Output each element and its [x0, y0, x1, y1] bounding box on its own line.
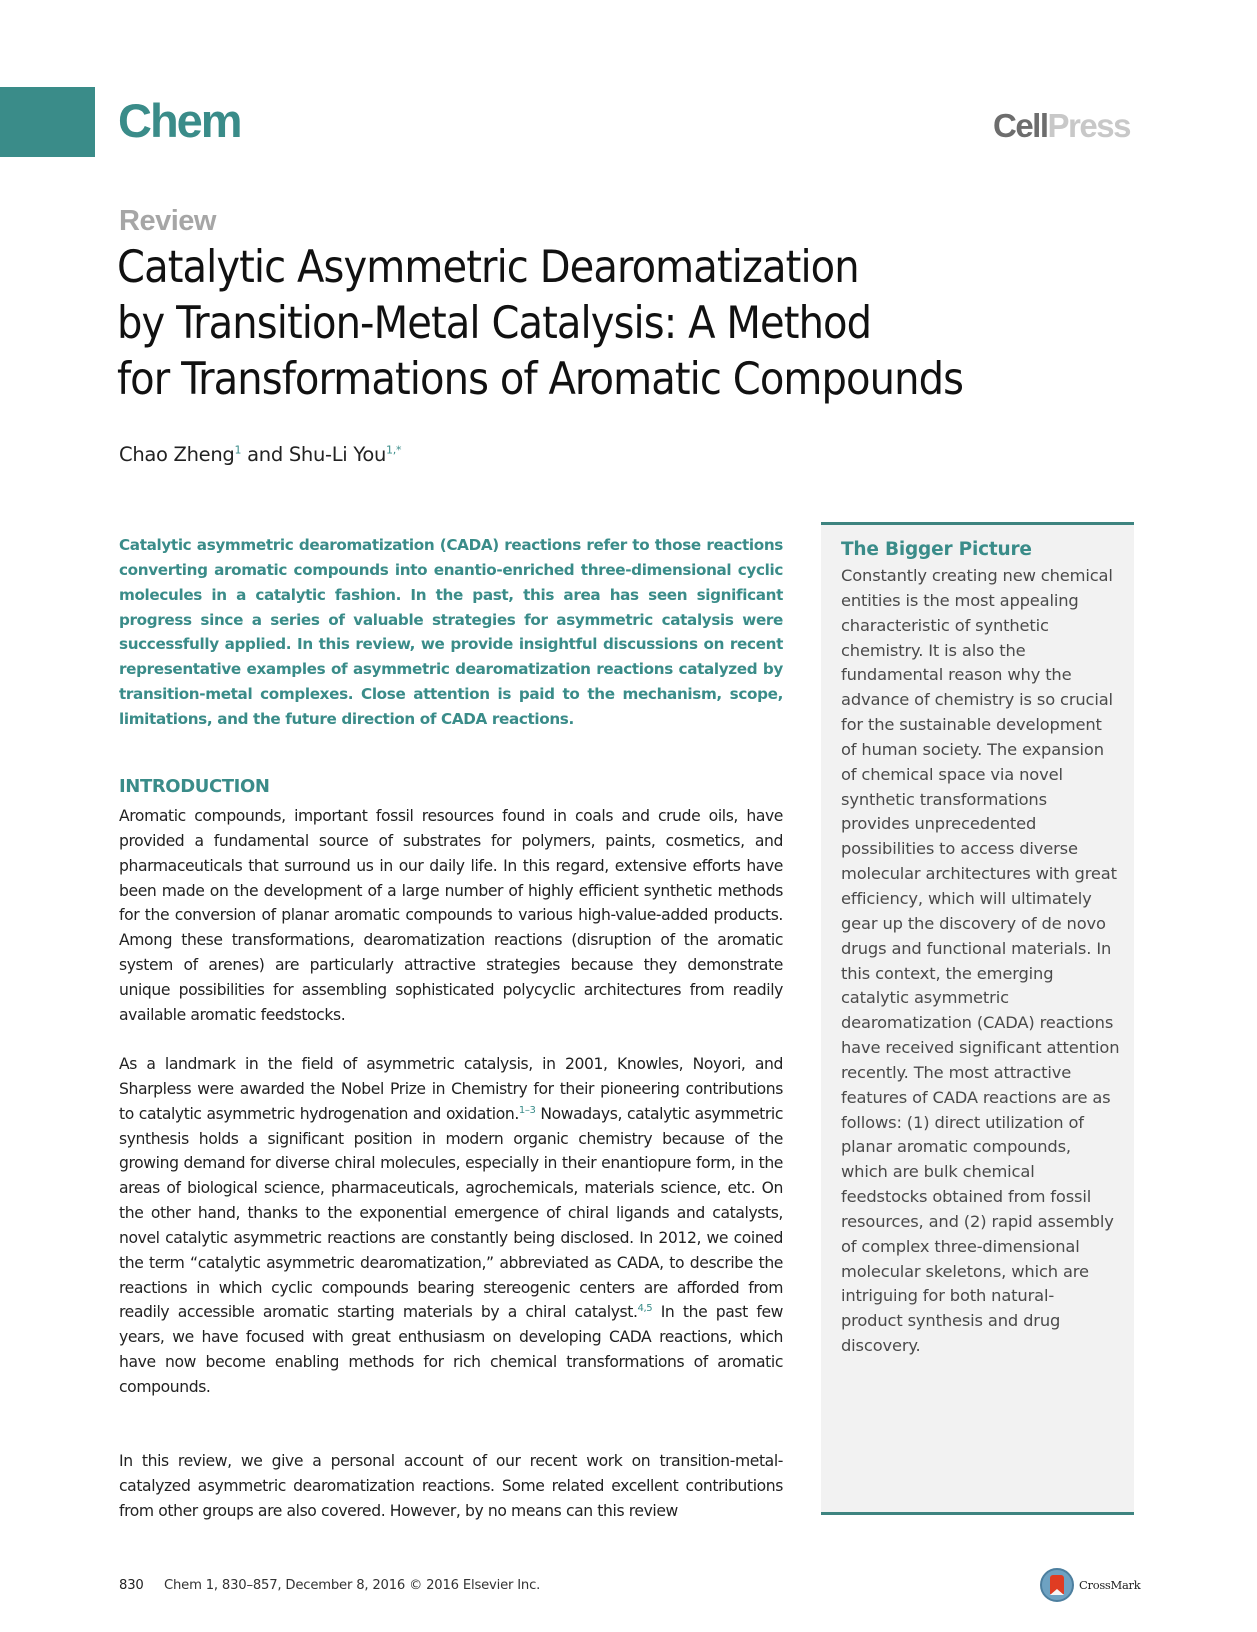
sidebar-line: have received significant attention	[841, 1038, 1120, 1058]
author-name[interactable]: Shu-Li You	[288, 443, 387, 466]
body-paragraph	[119, 1052, 783, 1400]
page-number: 830	[119, 1578, 144, 1593]
title-line: for Transformations of Aromatic Compounds	[117, 354, 964, 405]
sidebar-line: efficiency, which will ultimately	[841, 888, 1092, 908]
crossmark-badge[interactable]	[1040, 1568, 1140, 1602]
sidebar-line: dearomatization (CADA) reactions	[841, 1013, 1114, 1033]
sidebar-line: discovery.	[841, 1336, 921, 1356]
sidebar-line: chemistry. It is also the	[841, 640, 1026, 660]
sidebar-body	[841, 564, 1131, 1359]
affiliation-marker[interactable]: 1,*	[386, 443, 402, 457]
sidebar-line: planar aromatic compounds,	[841, 1137, 1071, 1157]
sidebar-line: drugs and functional materials. In	[841, 938, 1112, 958]
article-type-label: Review	[119, 205, 216, 237]
sidebar-line: gear up the discovery of de novo	[841, 913, 1106, 933]
crossmark-label[interactable]: CrossMark	[1079, 1578, 1141, 1592]
sidebar-line: characteristic of synthetic	[841, 615, 1049, 635]
page-footer	[119, 1576, 540, 1596]
author-joiner: and	[241, 443, 289, 466]
sidebar-line: which are bulk chemical	[841, 1162, 1035, 1182]
author-name[interactable]: Chao Zheng	[119, 443, 235, 466]
crossmark-icon[interactable]	[1040, 1568, 1074, 1602]
sidebar-title: The Bigger Picture	[841, 539, 1032, 560]
publisher-logo	[993, 106, 1130, 146]
paragraph-text: As a landmark in the field of asymmetric catalysis, in 2001, Knowles, Noyori, and Sharpless were awarded the Nobel Prize in Chemistry for their pioneering contributions to catalytic asymmetric hydrogenation and oxidation.	[119, 1055, 783, 1123]
reference-link[interactable]: 1–3	[518, 1104, 536, 1116]
title-line: by Transition-Metal Catalysis: A Method	[117, 298, 872, 349]
sidebar-line: feedstocks obtained from fossil	[841, 1187, 1092, 1207]
sidebar-line: product synthesis and drug	[841, 1311, 1061, 1331]
sidebar-line: this context, the emerging	[841, 963, 1054, 983]
sidebar-line: Constantly creating new chemical	[841, 566, 1113, 585]
sidebar-line: follows: (1) direct utilization of	[841, 1112, 1084, 1132]
sidebar-line: features of CADA reactions are as	[841, 1087, 1111, 1107]
sidebar-line: molecular skeletons, which are	[841, 1261, 1089, 1281]
bigger-picture-sidebar	[821, 522, 1134, 1515]
sidebar-line: advance of chemistry is so crucial	[841, 690, 1113, 710]
affiliation-marker[interactable]: 1	[234, 443, 242, 457]
sidebar-line: catalytic asymmetric	[841, 988, 1009, 1008]
abstract: Catalytic asymmetric dearomatization (CADA) reactions refer to those reactions converting aromatic compounds into enantio-enriched three-dimensional cyclic molecules in a catalytic fashion. In the past, this area has seen significant progress since a series of valuable strategies for asymmetric catalysis were successfully applied. In this review, we provide insightful discussions on recent representative examples of asymmetric dearomatization reactions catalyzed by transition-metal complexes. Close attention is paid to the mechanism, scope, limitations, and the future direction of CADA reactions.	[119, 536, 783, 728]
paragraph-text: Nowadays, catalytic asymmetric synthesis holds a significant position in modern organic chemistry because of the growing demand for diverse chiral molecules, especially in their enantiopure form, in the areas of biological science, pharmaceuticals, agrochemicals, materials science, etc. On the other hand, thanks to the exponential emergence of chiral ligands and catalysts, novel catalytic asymmetric reactions are constantly being disclosed. In 2012, we coined the term “catalytic asymmetric dearomatization,” abbreviated as CADA, to describe the reactions in which cyclic compounds bearing stereogenic centers are afforded from readily accessible aromatic starting materials by a chiral catalyst.	[119, 1104, 783, 1322]
sidebar-line: of chemical space via novel	[841, 764, 1063, 784]
paragraph-text: In the past few years, we have focused with great enthusiasm on developing CADA reactions, which have now become enabling methods for rich chemical transformations of aromatic compounds.	[119, 1303, 783, 1396]
article-title	[117, 240, 1157, 408]
publisher-logo-press: Press	[1047, 107, 1130, 144]
sidebar-line: molecular architectures with great	[841, 864, 1117, 884]
sidebar-line: for the sustainable development	[841, 715, 1102, 735]
sidebar-line: entities is the most appealing	[841, 590, 1079, 610]
journal-color-block	[0, 87, 95, 157]
sidebar-line: of human society. The expansion	[841, 739, 1104, 759]
title-line: Catalytic Asymmetric Dearomatization	[117, 242, 859, 293]
section-heading-introduction: INTRODUCTION	[119, 776, 270, 797]
publisher-logo-cell: Cell	[993, 107, 1048, 144]
author-list	[119, 442, 401, 468]
sidebar-line: intriguing for both natural-	[841, 1286, 1055, 1306]
sidebar-line: provides unprecedented	[841, 814, 1037, 834]
sidebar-line: resources, and (2) rapid assembly	[841, 1211, 1114, 1231]
journal-logo: Chem	[118, 94, 241, 147]
sidebar-line: of complex three-dimensional	[841, 1236, 1080, 1256]
reference-link[interactable]: 4,5	[637, 1303, 653, 1315]
sidebar-line: recently. The most attractive	[841, 1062, 1072, 1082]
body-paragraph: In this review, we give a personal account of our recent work on transition-metal-catalyzed asymmetric dearomatization reactions. Some related excellent contributions from other groups are also covered. However, by no means can this review	[119, 1452, 783, 1520]
sidebar-line: fundamental reason why the	[841, 665, 1072, 685]
sidebar-line: possibilities to access diverse	[841, 839, 1078, 859]
sidebar-line: synthetic transformations	[841, 789, 1047, 809]
body-paragraph: Aromatic compounds, important fossil resources found in coals and crude oils, have provided a fundamental source of substrates for polymers, paints, cosmetics, and pharmaceuticals that surround us in our daily life. In this regard, extensive efforts have been made on the development of a large number of highly efficient synthetic methods for the conversion of planar aromatic compounds to various high-value-added products. Among these transformations, dearomatization reactions (disruption of the aromatic system of arenes) are particularly attractive strategies because they demonstrate unique possibilities for assembling sophisticated polycyclic architectures from readily available aromatic feedstocks.	[119, 807, 783, 1024]
citation-line: Chem 1, 830–857, December 8, 2016 © 2016 Elsevier Inc.	[164, 1578, 541, 1593]
